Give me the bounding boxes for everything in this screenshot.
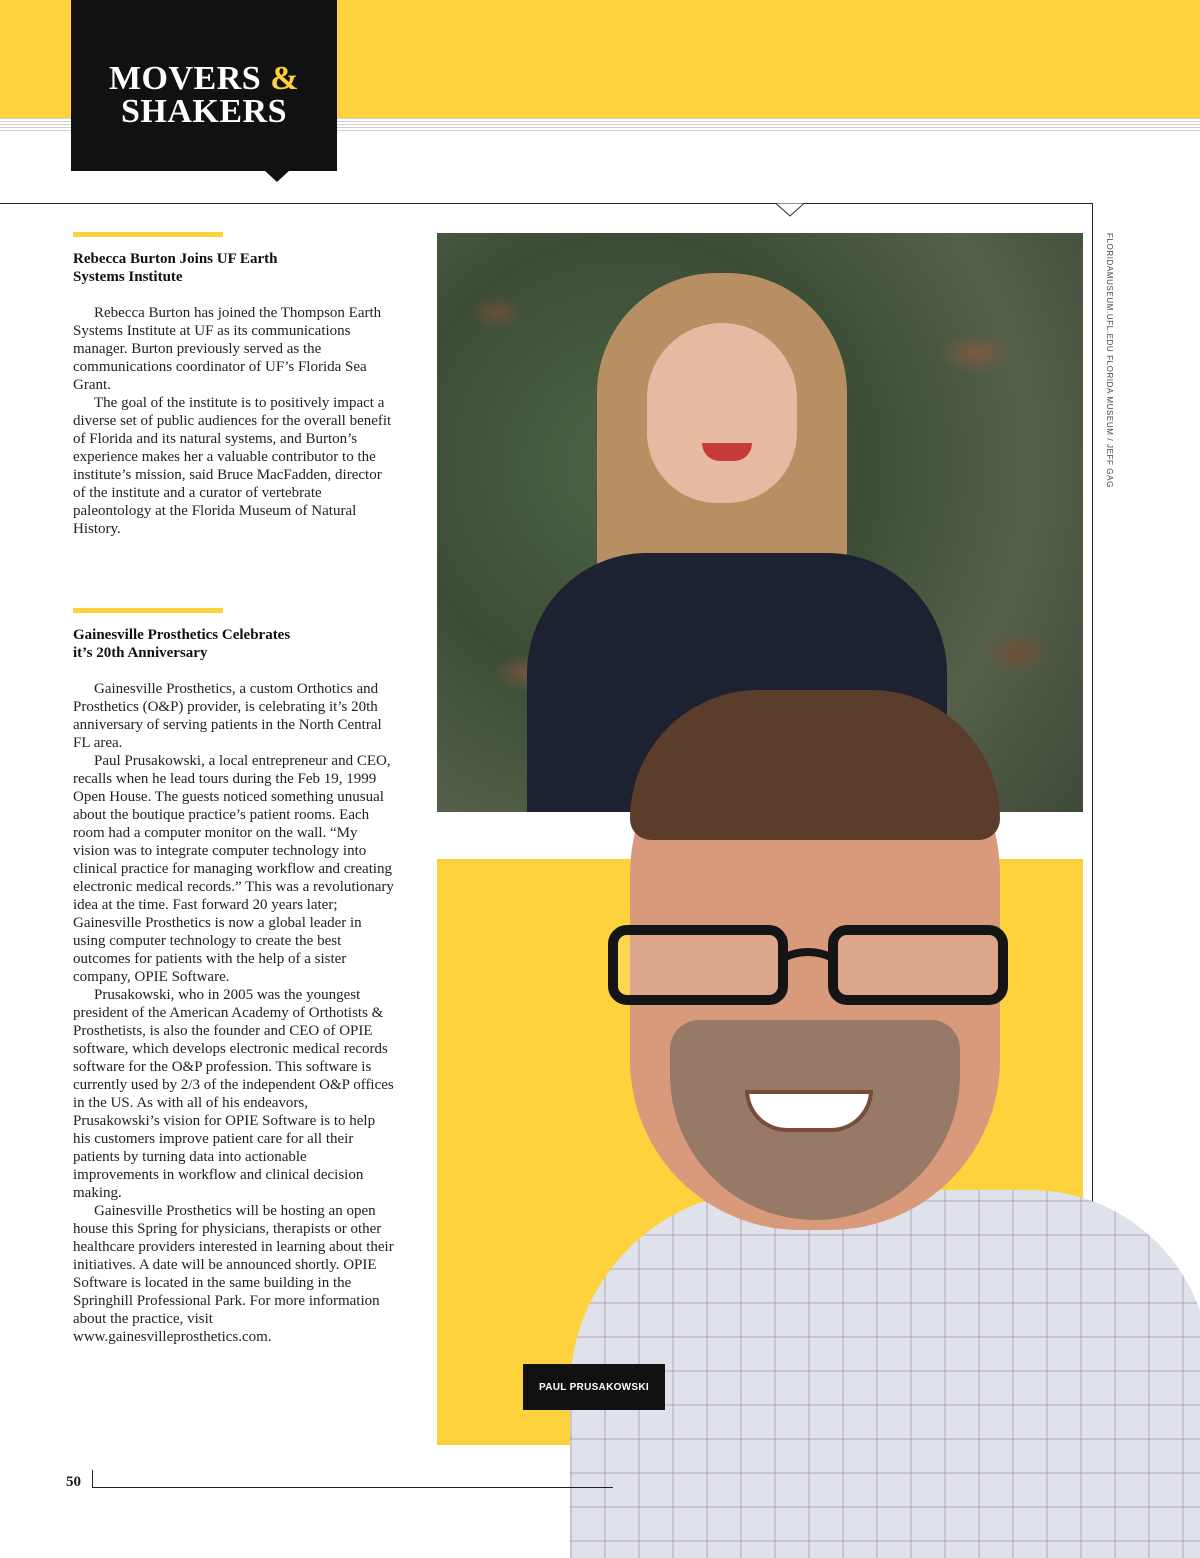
photo-detail: [647, 323, 797, 503]
caption-text: PAUL PRUSAKOWSKI: [539, 1381, 649, 1393]
page-number: 50: [66, 1474, 81, 1490]
article-headline: [73, 626, 290, 662]
frame-notch: [776, 203, 804, 217]
article-body: [73, 680, 395, 1346]
photo-credit-text: FLORIDAMUSEUM.UFL.EDU FLORIDA MUSEUM / JEFF GAG: [1105, 233, 1114, 488]
article-body: [73, 304, 395, 538]
headline-line: Gainesville Prosthetics Celebrates: [73, 627, 291, 643]
paragraph: Prusakowski, who in 2005 was the youngest president of the American Academy of Orthotists & Prosthetists, is also the founder and CEO of OPIE software, which develops electronic medical records software for the O&P profession. This software is currently used by 2/3 of the independent O&P offices in the US. As with all of his endeavors, Prusakowski’s vision for OPIE Software is to help his customers improve patient care for all their patients by turning data into actionable improvements in workflow and clinical decision making.: [73, 987, 394, 1201]
section-title-ampersand: &: [270, 60, 300, 97]
photo-detail: [630, 690, 1000, 840]
paragraph: Paul Prusakowski, a local entrepreneur and CEO, recalls when he lead tours during the Feb 19, 1999 Open House. The guests noticed something unusual about the boutique practice’s patient rooms. Each room had a computer monitor on the wall. “My vision was to integrate computer technology into clinical practice for managing workflow and creating electronic medical records.” This was a revolutionary idea at the time. Fast forward 20 years later; Gainesville Prosthetics is now a global leader in using computer technology to create the best outcomes for patients with the help of a sister company, OPIE Software.: [73, 753, 394, 985]
section-title-word-1: MOVERS: [108, 60, 262, 97]
footer-rule: [92, 1470, 613, 1488]
section-title-word-2: SHAKERS: [121, 93, 287, 130]
paragraph: Gainesville Prosthetics, a custom Orthotics and Prosthetics (O&P) provider, is celebrating it’s 20th anniversary of serving patients in the North Central FL area.: [73, 681, 382, 751]
paragraph: Rebecca Burton has joined the Thompson Earth Systems Institute at UF as its communications manager. Burton previously served as the communications coordinator of UF’s Florida Sea Grant.: [73, 305, 382, 393]
section-masthead: [71, 0, 337, 171]
section-title: [71, 62, 337, 128]
photo-paul-prusakowski: [560, 690, 1200, 1558]
article-accent-bar: [73, 608, 223, 613]
headline-line: Rebecca Burton Joins UF Earth: [73, 251, 278, 267]
glasses-icon: [605, 920, 1025, 1010]
headline-line: it’s 20th Anniversary: [73, 645, 208, 661]
masthead-pointer: [264, 170, 290, 182]
paragraph: Gainesville Prosthetics will be hosting an open house this Spring for physicians, therapists or other healthcare providers interested in learning about their initiatives. A date will be announced shortly. OPIE Software is located in the same building in the Springhill Professional Park. For more information about the practice, visit www.gainesvilleprosthetics.com.: [73, 1203, 394, 1345]
photo-credit: [1100, 233, 1114, 493]
photo-caption: [523, 1364, 665, 1410]
article-headline: [73, 250, 277, 286]
article-accent-bar: [73, 232, 223, 237]
paragraph: The goal of the institute is to positively impact a diverse set of public audiences for the overall benefit of Florida and its natural systems, and Burton’s experience makes her a valuable contributor to the institute’s mission, said Bruce MacFadden, director of the institute and a curator of vertebrate paleontology at the Florida Museum of Natural History.: [73, 395, 392, 537]
headline-line: Systems Institute: [73, 269, 183, 285]
